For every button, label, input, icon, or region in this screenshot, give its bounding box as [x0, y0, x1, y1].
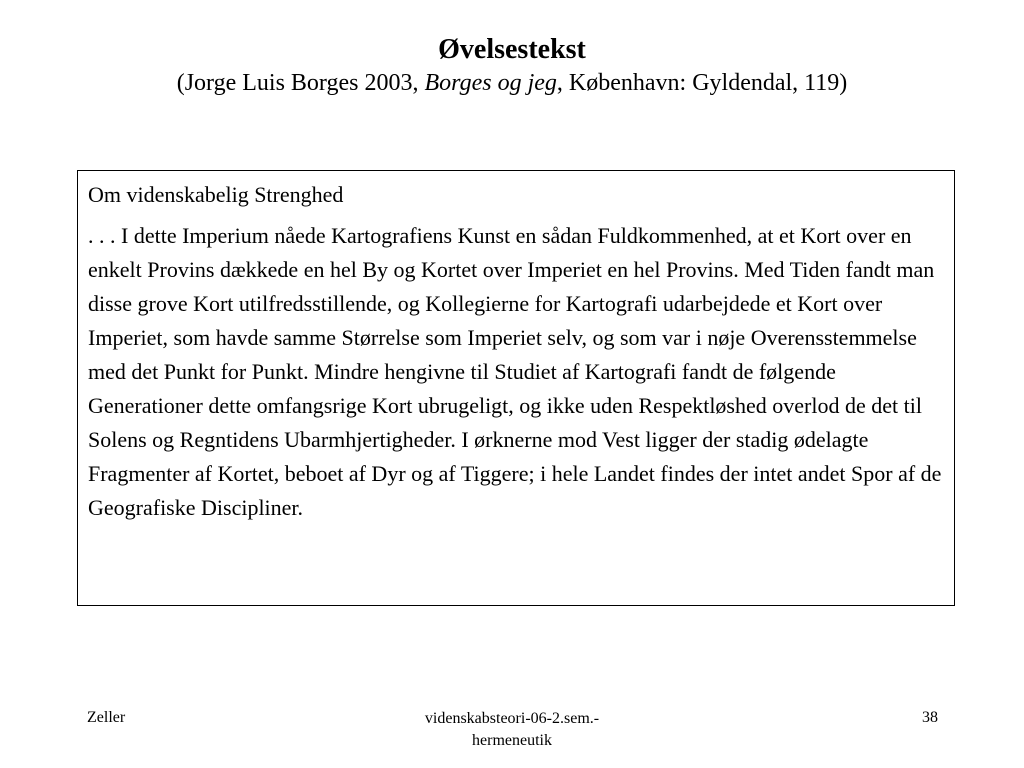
slide-citation — [0, 68, 1024, 98]
citation-prefix: (Jorge Luis Borges 2003, — [176, 70, 425, 96]
footer-course-line1: videnskabsteori-06-2.sem.- — [424, 710, 600, 727]
slide-header — [0, 34, 1024, 98]
citation-book-title: Borges og jeg — [424, 70, 557, 96]
footer-course — [362, 708, 662, 752]
quote-body: . . . I dette Imperium nåede Kartografiens Kunst en sådan Fuldkommenhed, at et Kort over en enkelt Provins dækkede en hel By og Kortet over Imperiet en hel Provins. Med Tiden fandt man disse grove Kort utilfredsstillende, og Kollegierne for Kartografi udarbejdede et Kort over Imperiet, som havde samme Størrelse som Imperiet selv, og som var i nøje Overensstemmelse med det Punkt for Punkt. Mindre hengivne til Studiet af Kartografi fandt de følgende Generationer dette omfangsrige Kort ubrugeligt, og ikke uden Respektløshed overlod de det til Solens og Regntidens Ubarmhjertigheder. I ørknerne mod Vest ligger der stadig ødelagte Fragmenter af Kortet, beboet af Dyr og af Tiggere; i hele Landet findes der intet andet Spor af de Geografiske Discipliner. — [88, 223, 942, 520]
quote-heading: Om videnskabelig Strenghed — [88, 182, 344, 207]
footer-course-line2: hermeneutik — [472, 732, 552, 749]
slide-title: Øvelsestekst — [438, 34, 586, 65]
footer-author: Zeller — [87, 709, 126, 726]
citation-suffix: , København: Gyldendal, 119) — [556, 70, 848, 96]
footer-page-number: 38 — [922, 709, 938, 726]
quote-box — [77, 170, 955, 606]
